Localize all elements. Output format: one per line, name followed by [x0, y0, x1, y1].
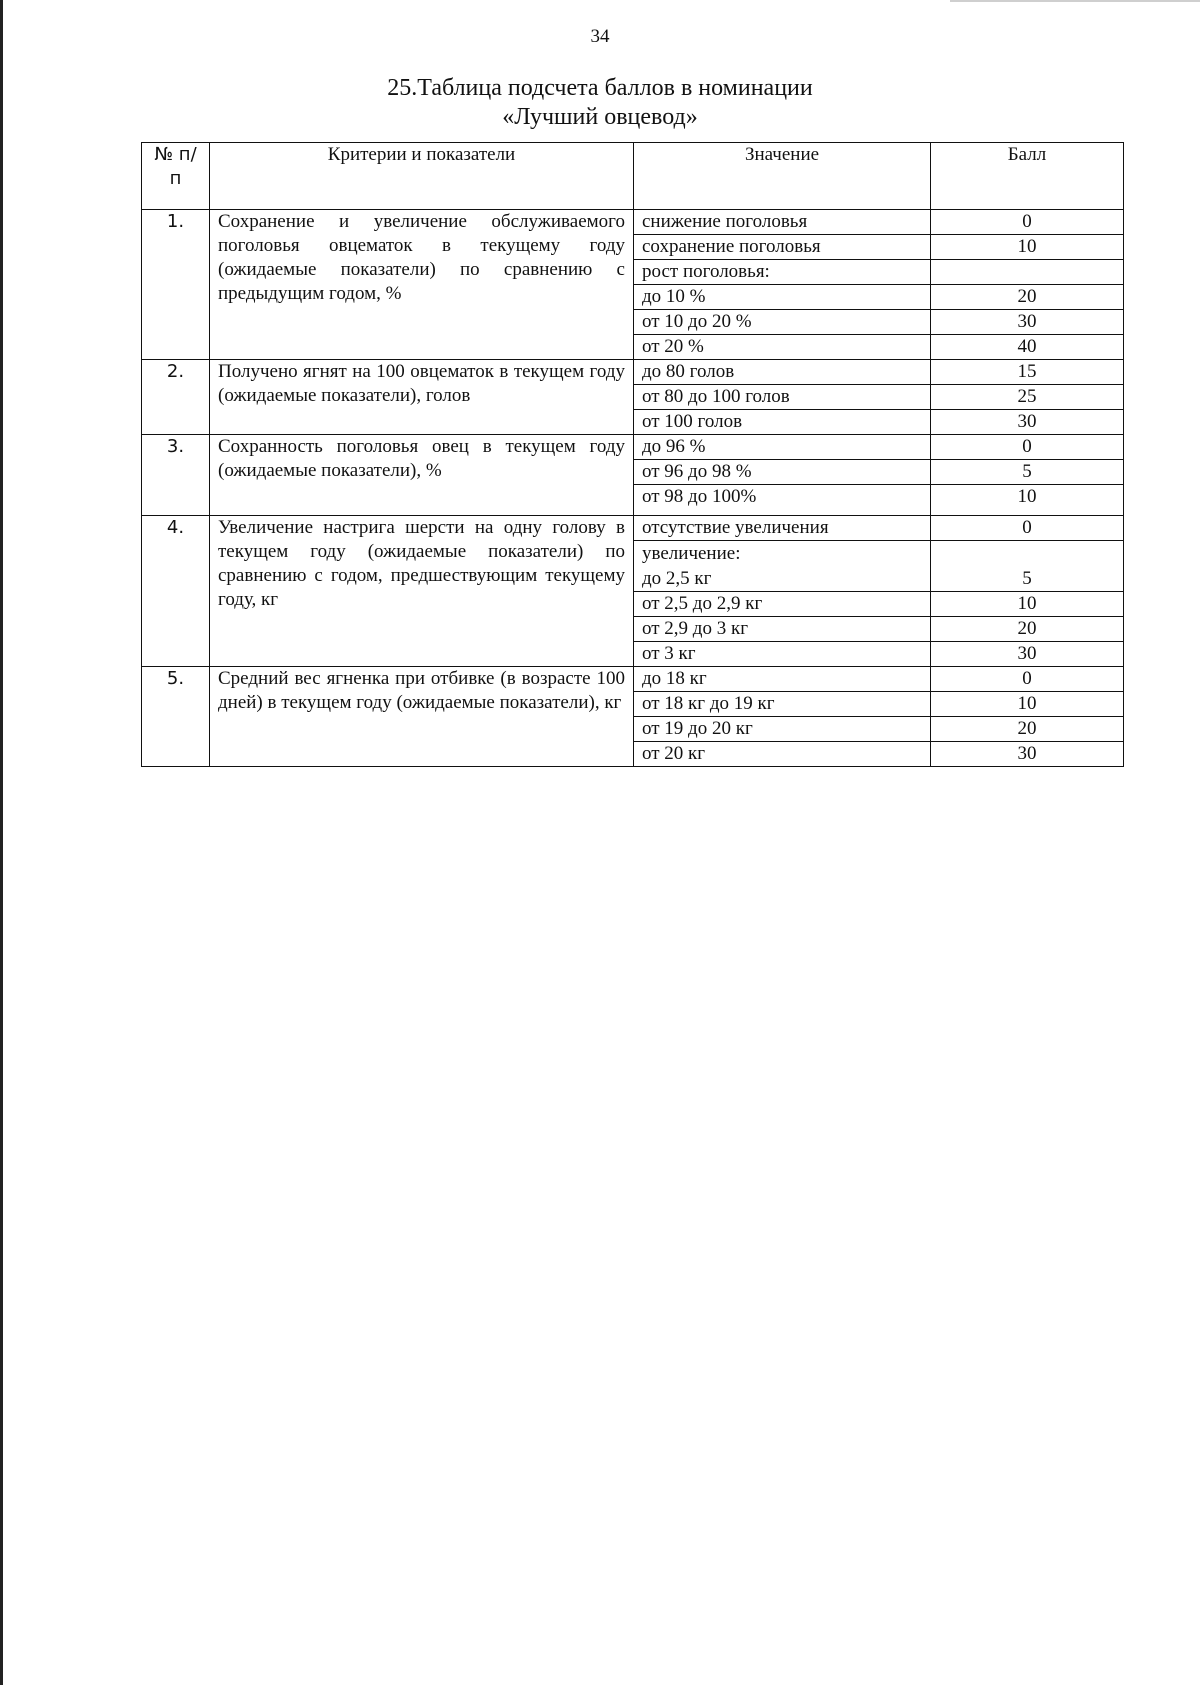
value-cell: от 3 кг	[634, 642, 931, 667]
score-cell: 20	[931, 617, 1124, 642]
score-cell: 5	[931, 541, 1124, 592]
row-criterion: Получено ягнят на 100 овцематок в текущем году (ожидаемые показатели), голов	[210, 360, 634, 435]
value-cell: до 18 кг	[634, 667, 931, 692]
value-cell: снижение поголовья	[634, 210, 931, 235]
value-cell: от 10 до 20 %	[634, 310, 931, 335]
value-line-2: до 2,5 кг	[642, 568, 712, 589]
value-cell: рост поголовья:	[634, 260, 931, 285]
score-cell	[931, 260, 1124, 285]
scan-left-edge	[0, 0, 3, 1685]
table-row	[142, 516, 1124, 541]
score-cell: 20	[931, 285, 1124, 310]
score-cell: 10	[931, 592, 1124, 617]
score-cell: 10	[931, 692, 1124, 717]
score-cell: 0	[931, 435, 1124, 460]
score-cell: 40	[931, 335, 1124, 360]
value-cell: от 80 до 100 голов	[634, 385, 931, 410]
score-cell: 0	[931, 210, 1124, 235]
row-criterion: Увеличение настрига шерсти на одну голову в текущем году (ожидаемые показатели) по сравнению с годом, предшествующим текущему году, кг	[210, 516, 634, 667]
title-line-2: «Лучший овцевод»	[502, 104, 698, 130]
value-cell: от 19 до 20 кг	[634, 717, 931, 742]
value-cell: от 96 до 98 %	[634, 460, 931, 485]
page-number: 34	[590, 26, 610, 47]
value-cell: от 2,5 до 2,9 кг	[634, 592, 931, 617]
table-row	[142, 210, 1124, 235]
score-cell: 10	[931, 485, 1124, 516]
row-number: 3.	[142, 435, 210, 516]
table-header-row	[142, 143, 1124, 210]
header-number: № п/п	[142, 143, 210, 210]
score-cell: 30	[931, 310, 1124, 335]
value-cell: до 96 %	[634, 435, 931, 460]
value-line-1: увеличение:	[642, 543, 741, 564]
value-cell: до 80 голов	[634, 360, 931, 385]
row-number: 4.	[142, 516, 210, 667]
score-cell: 10	[931, 235, 1124, 260]
value-cell: от 20 кг	[634, 742, 931, 767]
row-number: 5.	[142, 667, 210, 767]
score-cell: 30	[931, 642, 1124, 667]
value-cell: сохранение поголовья	[634, 235, 931, 260]
score-cell: 20	[931, 717, 1124, 742]
row-number: 2.	[142, 360, 210, 435]
header-score: Балл	[931, 143, 1124, 210]
document-title	[0, 74, 1200, 132]
header-criteria: Критерии и показатели	[210, 143, 634, 210]
row-criterion: Сохранение и увеличение обслуживаемого поголовья овцематок в текущему году (ожидаемые показатели) по сравнению с предыдущим годом, %	[210, 210, 634, 360]
value-cell: до 10 %	[634, 285, 931, 310]
score-table	[141, 142, 1124, 767]
header-value: Значение	[634, 143, 931, 210]
value-cell: от 18 кг до 19 кг	[634, 692, 931, 717]
score-cell: 25	[931, 385, 1124, 410]
row-number: 1.	[142, 210, 210, 360]
score-cell: 30	[931, 410, 1124, 435]
scan-top-rule	[950, 0, 1200, 2]
table-row	[142, 667, 1124, 692]
value-cell	[634, 541, 931, 592]
value-cell: от 2,9 до 3 кг	[634, 617, 931, 642]
score-cell: 30	[931, 742, 1124, 767]
score-cell: 5	[931, 460, 1124, 485]
row-criterion: Сохранность поголовья овец в текущем году (ожидаемые показатели), %	[210, 435, 634, 516]
score-cell: 0	[931, 667, 1124, 692]
table-row	[142, 360, 1124, 385]
score-cell: 0	[931, 516, 1124, 541]
score-cell: 15	[931, 360, 1124, 385]
value-cell: от 100 голов	[634, 410, 931, 435]
value-cell: от 98 до 100%	[634, 485, 931, 516]
row-criterion: Средний вес ягненка при отбивке (в возрасте 100 дней) в текущем году (ожидаемые показатели), кг	[210, 667, 634, 767]
table-row	[142, 435, 1124, 460]
title-line-1: 25.Таблица подсчета баллов в номинации	[387, 75, 813, 101]
value-cell: от 20 %	[634, 335, 931, 360]
value-cell: отсутствие увеличения	[634, 516, 931, 541]
